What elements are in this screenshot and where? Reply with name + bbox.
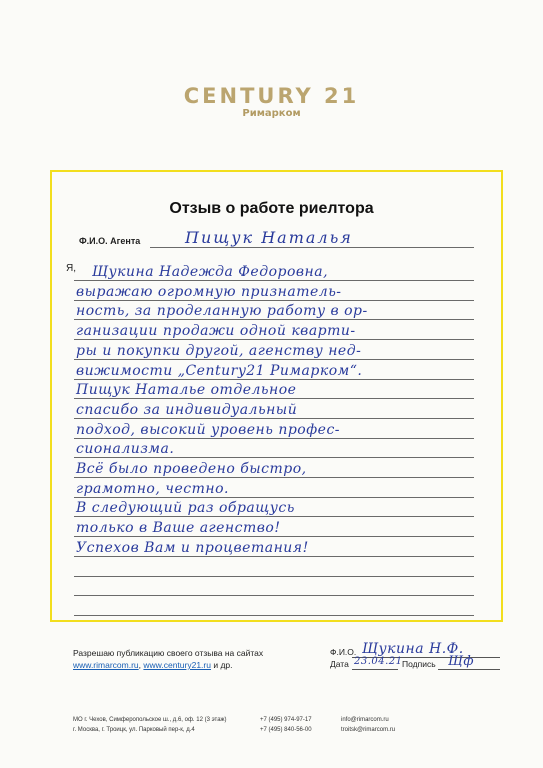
form-title: Отзыв о работе риелтора xyxy=(169,200,374,217)
handwritten-line: только в Ваше агенство! xyxy=(76,520,281,537)
ruled-line xyxy=(74,319,474,320)
permission-text: Разрешаю публикацию своего отзыва на сайтах xyxy=(73,648,264,658)
ruled-line xyxy=(74,300,474,301)
handwritten-line: Пищук Наталье отдельное xyxy=(76,382,297,399)
handwritten-line: грамотно, честно. xyxy=(76,480,229,497)
contacts-emails xyxy=(341,715,395,735)
handwritten-line: сионализма. xyxy=(76,441,175,458)
handwritten-line: ганизации продажи одной кварти- xyxy=(76,323,356,340)
handwritten-line: спасибо за индивидуальный xyxy=(76,401,298,418)
handwritten-line: вижимости „Century21 Римарком“. xyxy=(76,362,363,379)
ruled-line xyxy=(74,359,474,360)
ruled-line xyxy=(74,595,474,596)
publication-permission xyxy=(73,647,263,671)
date-label: Дата xyxy=(330,659,349,669)
email-troitsk[interactable]: troitsk@rimarcom.ru xyxy=(341,727,396,733)
agent-name-handwritten: Пищук Наталья xyxy=(185,228,353,247)
logo-century21: CENTURY 21 xyxy=(183,84,360,108)
handwritten-line: В следующий раз обращусь xyxy=(76,500,295,517)
review-prefix: Я, xyxy=(66,263,76,274)
phone-troitsk: +7 (495) 840-56-00 xyxy=(260,727,312,733)
phone-chekhov: +7 (495) 974-97-17 xyxy=(260,717,312,723)
email-chekhov[interactable]: info@rimarcom.ru xyxy=(341,717,389,723)
ruled-line xyxy=(74,457,474,458)
ruled-line xyxy=(74,438,474,439)
handwritten-line: Щукина Надежда Федоровна, xyxy=(92,264,329,280)
signer-fio-label: Ф.И.О. xyxy=(330,647,357,657)
ruled-line xyxy=(74,339,474,340)
address-chekhov: МО г. Чехов, Симферопольское ш., д.6, оф. 12 (3 этаж) xyxy=(73,717,227,723)
ruled-line xyxy=(74,615,474,616)
contacts-phones xyxy=(260,715,312,735)
handwritten-line: Успехов Вам и процветания! xyxy=(76,539,309,556)
date-line xyxy=(352,669,398,670)
ruled-line xyxy=(74,556,474,557)
ruled-line xyxy=(74,516,474,517)
contacts-addresses xyxy=(73,715,227,735)
signature-label: Подпись xyxy=(402,659,436,669)
ruled-line xyxy=(74,497,474,498)
agent-name-line xyxy=(150,247,474,248)
ruled-line xyxy=(74,398,474,399)
handwritten-line: ры и покупки другой, агенству нед- xyxy=(76,342,362,359)
logo-subtitle: Римарком xyxy=(242,108,301,119)
handwritten-line: ность, за проделанную работу в ор- xyxy=(76,303,368,320)
signer-fio-handwritten: Щукина Н.Ф. xyxy=(362,641,464,657)
handwritten-line: выражаю огромную признатель- xyxy=(76,283,342,300)
date-handwritten: 23.04.21 xyxy=(354,656,403,667)
handwritten-line: подход, высокий уровень профес- xyxy=(76,421,341,438)
link-rimarcom[interactable]: www.rimarcom.ru xyxy=(73,660,139,670)
ruled-line xyxy=(74,280,474,281)
ruled-line xyxy=(74,576,474,577)
permission-suffix: и др. xyxy=(213,660,233,670)
link-separator: , xyxy=(138,660,142,670)
handwritten-line: Всё было проведено быстро, xyxy=(76,461,307,477)
ruled-line xyxy=(74,536,474,537)
address-troitsk: г. Москва, г. Троицк, ул. Парковый пер-к, д.4 xyxy=(73,727,195,733)
signature-line xyxy=(438,669,500,670)
ruled-line xyxy=(74,477,474,478)
ruled-line xyxy=(74,379,474,380)
link-century21[interactable]: www.century21.ru xyxy=(143,660,211,670)
signature-handwritten: Щф xyxy=(448,654,475,669)
ruled-line xyxy=(74,418,474,419)
agent-name-label: Ф.И.О. Агента xyxy=(79,236,141,246)
